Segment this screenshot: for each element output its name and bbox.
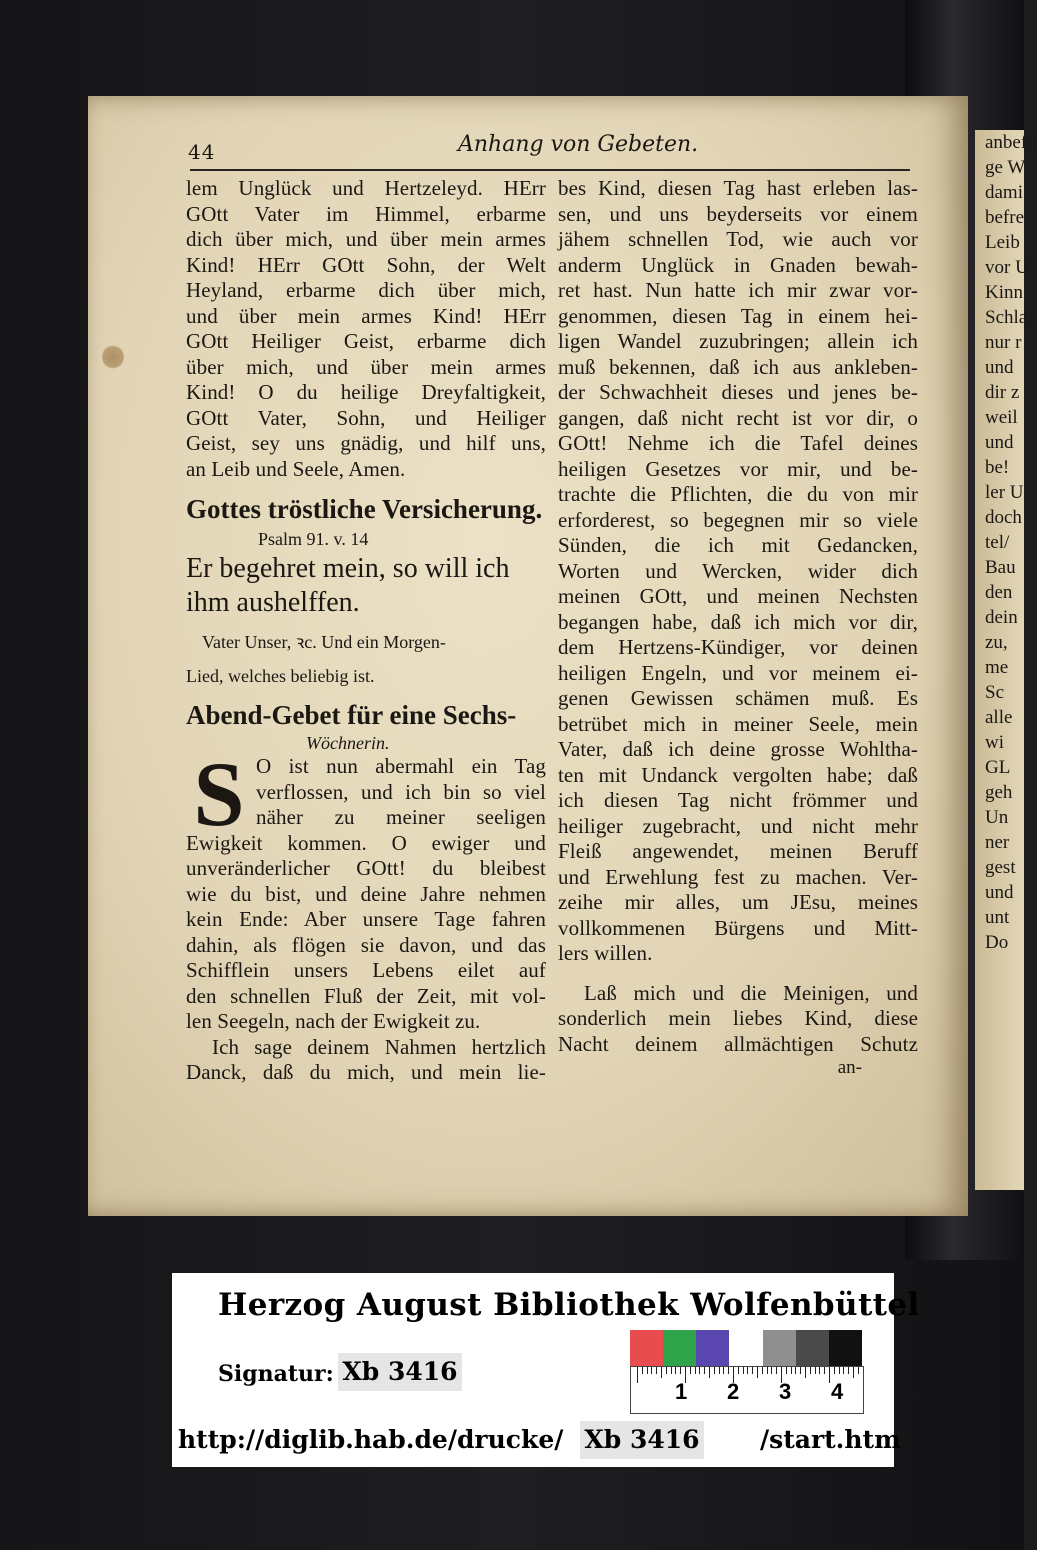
url-prefix: http://diglib.hab.de/drucke/ [178,1425,564,1454]
ruler-tick [767,1367,768,1374]
ruler-tick [747,1367,748,1374]
facing-page-fragment-text: Kinn [985,282,1023,303]
ruler-tick [661,1367,662,1378]
facing-page-fragment-text: unt [985,907,1010,928]
facing-page-fragment-text: weil [985,407,1018,428]
prayer-paragraph [186,1035,546,1086]
text-line: Fleiß angewendet, meinen Beruff [558,839,918,863]
ruler-tick [680,1367,681,1374]
text-line: Danck, daß du mich, und mein lie- [186,1060,546,1084]
promise-line: ihm aushelffen. [186,587,360,618]
facing-page-fragment-text: Bau [985,557,1016,578]
ruler-tick [786,1367,787,1374]
ruler-tick [666,1367,667,1374]
color-swatch [763,1330,796,1366]
facing-page-fragment-text: und [985,432,1014,453]
prayer-body [186,831,546,1035]
text-line: GOtt! Nehme ich die Tafel deines [558,431,918,455]
ruler-tick [819,1367,820,1374]
text-line: begangen habe, daß ich mich vor dir, [558,609,918,634]
facing-page-fragment-text: alle [985,707,1013,728]
facing-page-fragment-text: anbefo [985,132,1037,153]
signatur-value: Xb 3416 [338,1353,462,1391]
text-line: den schnellen Fluß der Zeit, mit vol- [186,983,546,1008]
ruler-tick [839,1367,840,1374]
text-line: betrübet mich in meiner Seele, mein [558,711,918,736]
color-swatch [796,1330,829,1366]
facing-page-fragment-text: ge W [985,157,1026,178]
text-line: Laß mich und die Meinigen, und [584,980,918,1005]
page-number: 44 [188,140,216,164]
text-line: meinen GOtt, und meinen Nechsten [558,584,918,608]
color-swatch [729,1330,762,1366]
ruler-tick [829,1367,830,1383]
text-line: jähem schnellen Tod, wie auch vor [558,227,918,251]
ruler-tick [709,1367,710,1378]
ruler-tick [695,1367,696,1374]
text-line: Kind! HErr GOtt Sohn, der Welt [186,252,546,277]
url-suffix: /start.htm [760,1425,901,1454]
ruler-tick [675,1367,676,1374]
text-line: Schifflein unsers Lebens eilet auf [186,958,546,982]
text-line: dich über mich, und über mein armes [186,227,546,251]
ruler-tick [723,1367,724,1374]
ruler-tick [791,1367,792,1374]
note-line: Vater Unser, ꝛc. Und ein Morgen- [202,632,446,652]
book-page [88,96,968,1216]
text-line: Sünden, die ich mit Gedancken, [558,533,918,557]
facing-page-fragment [975,130,1037,1190]
right-column [558,176,918,1079]
header-rule [190,169,910,171]
text-line: trachte die Pflichten, die du von mir [558,482,918,506]
running-head: Anhang von Gebeten. [458,132,699,157]
prayer-subtitle: Wöchnerin. [306,733,390,753]
text-line: an Leib und Seele, Amen. [186,456,406,481]
ruler-tick [752,1367,753,1374]
facing-page-fragment-text: GL [985,757,1011,778]
text-line: Nacht deinem allmächtigen Schutz [558,1031,918,1056]
text-line: zeihe mir alles, um JEsu, meines [558,890,918,914]
text-line: Vater, daß ich deine grosse Wohltha- [558,737,918,761]
ruler-number: 2 [727,1379,740,1404]
ruler-tick [762,1367,763,1374]
text-line: anderm Unglück in Gnaden bewah- [558,252,918,277]
paragraph-gap [558,967,918,981]
color-swatch [630,1330,663,1366]
text-line: Kind! O du heilige Dreyfaltigkeit, [186,380,546,404]
text-line: heiligen Engeln, und vor meinem ei- [558,660,918,685]
library-card [172,1273,920,1467]
ruler-tick [642,1367,643,1374]
ruler-tick [704,1367,705,1374]
ruler-tick [714,1367,715,1374]
text-line: ich diesen Tag nicht frömmer und [558,788,918,812]
facing-page-fragment-text: dir z [985,382,1020,403]
text-line: verflossen, und ich bin so viel [256,779,546,804]
note-line: Lied, welches beliebig ist. [186,666,375,686]
promise-verse [186,552,546,620]
facing-page-fragment-text: Sc [985,682,1004,703]
facing-page-fragment-text: dein [985,607,1018,628]
ruler-tick [738,1367,739,1374]
facing-page-fragment-text: dami [985,182,1023,203]
text-line: und Erwehlung fest zu machen. Ver- [558,864,918,889]
facing-page-fragment-text: vor U [985,257,1029,278]
ruler-tick [834,1367,835,1374]
text-line: und über mein armes Kind! HErr [186,303,546,328]
ruler-tick [795,1367,796,1374]
ruler-tick [800,1367,801,1374]
text-line: sen, und uns beyderseits vor einem [558,201,918,226]
scale-ruler [630,1366,864,1414]
color-swatch [696,1330,729,1366]
ruler-tick [853,1367,854,1378]
ruler-tick [815,1367,816,1374]
facing-page-fragment-text: und [985,357,1014,378]
text-line: muß bekennen, daß ich aus ankleben- [558,354,918,379]
ruler-number: 3 [779,1379,792,1404]
facing-page-fragment-text: ler U [985,482,1024,503]
text-line: bes Kind, diesen Tag hast erleben las- [558,176,918,200]
ruler-tick [843,1367,844,1374]
rubric-note [186,630,546,688]
text-line: wie du bist, und deine Jahre nehmen [186,881,546,906]
facing-page-fragment-text: zu, [985,632,1008,653]
facing-page-fragment-text: Leib [985,232,1020,253]
signatur-label: Signatur: [218,1361,334,1387]
facing-page-fragment-text: wi [985,732,1004,753]
facing-page-fragment-text: tel/ [985,532,1010,553]
facing-page-fragment-text: gest [985,857,1016,878]
text-line: vollkommenen Bürgens und Mitt- [558,915,918,940]
facing-page-fragment-text: ner [985,832,1010,853]
text-line: dahin, als flögen sie davon, und das [186,932,546,957]
text-line: ret hast. Nun hatte ich mir zwar vor- [558,278,918,302]
ruler-tick [719,1367,720,1374]
color-swatch [829,1330,862,1366]
text-line: GOtt Heiliger Geist, erbarme dich [186,329,546,353]
facing-page-fragment-text: den [985,582,1013,603]
ruler-tick [656,1367,657,1374]
text-line: gangen, daß nicht recht ist vor dir, o [558,405,918,430]
text-line: erforderest, so begegnen mir so viele [558,507,918,532]
ruler-number: 4 [831,1379,844,1404]
facing-page-fragment-text: Do [985,932,1009,953]
ruler-tick [699,1367,700,1374]
ruler-tick [771,1367,772,1374]
ruler-tick [858,1367,859,1374]
ruler-tick [776,1367,777,1374]
facing-page-fragment-text: doch [985,507,1022,528]
text-line: heiliger zugebracht, und nicht mehr [558,813,918,838]
ruler-tick [810,1367,811,1374]
left-column [186,176,546,1086]
text-line: Geist, sey uns gnädig, und hilf uns, [186,431,546,455]
text-line: Ich sage deinem Nahmen hertzlich [212,1034,546,1059]
facing-page-fragment-text: nur r [985,332,1022,353]
text-line: GOtt Vater im Himmel, erbarme [186,201,546,226]
text-line: lem Unglück und Hertzeleyd. HErr [186,176,546,200]
text-line: genommen, diesen Tag in einem hei- [558,303,918,328]
color-calibration-bar [630,1330,862,1366]
ruler-tick [805,1367,806,1378]
psalm-reference: Psalm 91. v. 14 [258,529,369,549]
ruler-tick [647,1367,648,1374]
text-line: kein Ende: Aber unsere Tage fahren [186,907,546,931]
ruler-tick [757,1367,758,1378]
ruler-tick [743,1367,744,1374]
text-line: heiligen Gesetzes vor mir, und be- [558,456,918,481]
ruler-tick [728,1367,729,1374]
ruler-tick [690,1367,691,1374]
text-line: ten mit Undanck vergolten habe; daß [558,762,918,787]
promise-line: Er begehret mein, so will ich [186,553,510,584]
text-line: Worten und Wercken, wider dich [558,558,918,583]
dropcap-letter: S [193,743,245,845]
text-line: genen Gewissen schämen muß. Es [558,686,918,710]
ruler-tick [671,1367,672,1374]
ruler-tick [824,1367,825,1374]
right-text-block [558,176,918,967]
closing-paragraph [558,981,918,1058]
facing-page-fragment-text: geh [985,782,1013,803]
ruler-tick [637,1367,638,1383]
text-line: Heyland, erbarme dich über mich, [186,278,546,302]
facing-page-fragment-text: Un [985,807,1009,828]
facing-page-fragment-text: me [985,657,1009,678]
text-line: dem Hertzens-Kündiger, vor deinen [558,635,918,659]
text-line: der Schwachheit dieses und jenes be- [558,380,918,404]
text-line: len Seegeln, nach der Ewigkeit zu. [186,1009,481,1033]
ruler-number: 1 [675,1379,688,1404]
left-text-block [186,176,546,482]
facing-page-fragment-text: und [985,882,1014,903]
ruler-tick [651,1367,652,1374]
text-line: unveränderlicher GOtt! du bleibest [186,856,546,880]
facing-page-fragment-text: Schla [985,307,1028,328]
library-name: Herzog August Bibliothek Wolfenbüttel [218,1287,920,1323]
section-heading: Gottes tröstliche Versicherung. [186,494,543,524]
text-line: sonderlich mein liebes Kind, diese [558,1006,918,1030]
text-line: lers willen. [558,941,653,965]
paper-stain [102,344,124,370]
url-signatur: Xb 3416 [580,1421,704,1459]
facing-page-fragment-text: be! [985,457,1010,478]
text-line: GOtt Vater, Sohn, und Heiliger [186,405,546,430]
text-line: ligen Wandel zuzubringen; allein ich [558,329,918,353]
text-line: Ewigkeit kommen. O ewiger und [186,830,546,855]
prayer-title: Abend-Gebet für eine Sechs- [186,700,517,730]
facing-page-fragment-text: befre [985,207,1025,228]
text-line: näher zu meiner seeligen [256,805,546,829]
text-line: O ist nun abermahl ein Tag [256,754,546,778]
text-line: über mich, und über mein armes [186,354,546,379]
catchword: an- [837,1057,862,1078]
ruler-tick [848,1367,849,1374]
color-swatch [663,1330,696,1366]
